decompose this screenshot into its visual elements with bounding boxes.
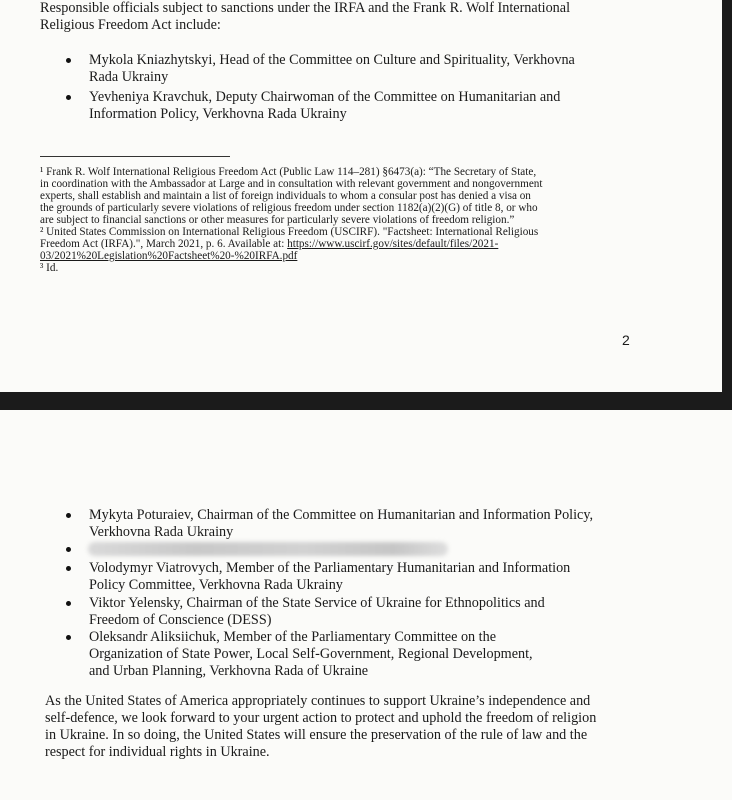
intro-line-1: Responsible officials subject to sanctions under the IRFA and the Frank R. Wolf International [40, 0, 571, 16]
bullet-icon [66, 58, 71, 63]
official-1-line-1: Mykola Kniazhytskyi, Head of the Committee on Culture and Spirituality, Verkhovna [89, 52, 575, 68]
footnote-2-url-part-1[interactable]: https://www.uscirf.gov/sites/default/files/2021- [287, 238, 499, 250]
official-2-line-1: Yevheniya Kravchuk, Deputy Chairwoman of the Committee on Humanitarian and [89, 89, 561, 105]
official-5-line-1: Viktor Yelensky, Chairman of the State Service of Ukraine for Ethnopolitics and [89, 595, 545, 611]
document-page-1 [0, 0, 722, 392]
bullet-icon [66, 513, 71, 518]
official-5-line-2: Freedom of Conscience (DESS) [89, 612, 272, 628]
official-4-line-2: Policy Committee, Verkhovna Rada Ukrainy [89, 577, 343, 593]
official-3-line-1: Mykyta Poturaiev, Chairman of the Committee on Humanitarian and Information Policy, [89, 507, 594, 523]
official-6-line-2: Organization of State Power, Local Self-Government, Regional Development, [89, 646, 533, 662]
official-3-line-2: Verkhovna Rada Ukrainy [89, 524, 234, 540]
footnote-2-line-2 [40, 238, 498, 250]
closing-line-3: in Ukraine. In so doing, the United States will ensure the preservation of the rule of law and the [45, 727, 588, 743]
redacted-entry [88, 542, 448, 556]
official-6-line-1: Oleksandr Aliksiichuk, Member of the Parliamentary Committee on the [89, 629, 497, 645]
official-4-line-1: Volodymyr Viatrovych, Member of the Parliamentary Humanitarian and Information [89, 560, 571, 576]
footnote-2-line-1: ² United States Commission on International Religious Freedom (USCIRF). "Factsheet: International Religious [40, 226, 539, 238]
intro-line-2: Religious Freedom Act include: [40, 17, 221, 33]
footnote-1-line-3: experts, shall establish and maintain a list of foreign individuals to whom a consular post has denied a visa on [40, 190, 531, 202]
document-page-2 [0, 410, 732, 800]
closing-line-1: As the United States of America appropriately continues to support Ukraine’s independence and [45, 693, 591, 709]
footnote-1-line-4: the grounds of particularly severe violations of religious freedom under section 1182(a)(2)(G) of title 8, or who [40, 202, 538, 214]
bullet-icon [66, 601, 71, 606]
page-number: 2 [622, 332, 630, 348]
footnote-divider [40, 156, 230, 157]
footnote-1-line-1: ¹ Frank R. Wolf International Religious Freedom Act (Public Law 114–281) §6473(a): “The Secretary of State, [40, 166, 537, 178]
footnote-1-line-5: are subject to financial sanctions or other measures for particularly severe violations of freedom religion.” [40, 214, 515, 226]
closing-line-2: self-defence, we look forward to your urgent action to protect and uphold the freedom of religion [45, 710, 597, 726]
footnote-3: ³ Id. [40, 262, 59, 274]
footnote-2-url-part-2[interactable]: 03/2021%20Legislation%20Factsheet%20-%20IRFA.pdf [40, 250, 298, 262]
bullet-icon [66, 635, 71, 640]
official-1-line-2: Rada Ukrainy [89, 69, 169, 85]
official-2-line-2: Information Policy, Verkhovna Rada Ukrainy [89, 106, 347, 122]
closing-line-4: respect for individual rights in Ukraine. [45, 744, 270, 760]
bullet-icon [66, 566, 71, 571]
official-6-line-3: and Urban Planning, Verkhovna Rada of Ukraine [89, 663, 369, 679]
bullet-icon [66, 95, 71, 100]
bullet-icon [66, 547, 71, 552]
footnote-2-text: Freedom Act (IRFA).", March 2021, p. 6. Available at: [40, 238, 288, 250]
footnote-1-line-2: in coordination with the Ambassador at Large and in consultation with relevant government and nongovernment [40, 178, 543, 190]
